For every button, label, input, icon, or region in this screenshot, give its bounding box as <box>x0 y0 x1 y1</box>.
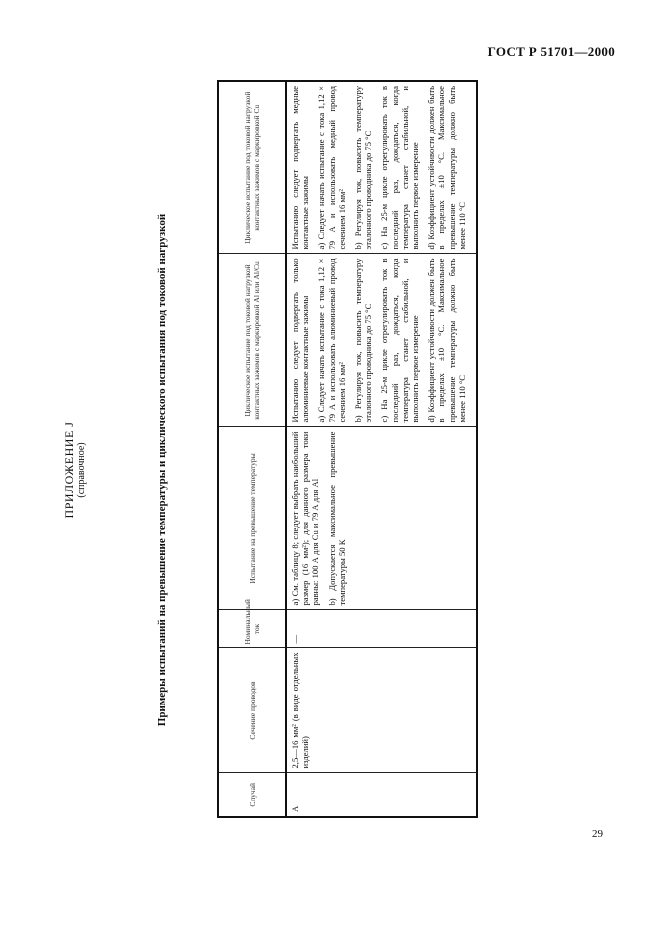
header-al-test: Циклическое испытание под токовой нагрузкой контактных зажимов с маркировкой Al или Al/Cu <box>218 254 286 427</box>
cell-temp-test <box>286 427 477 610</box>
temp-test-para: b) Допускается максимальное превышение температуры 50 К <box>326 431 347 606</box>
header-temp-test: Испытание на превышение температуры <box>218 427 286 610</box>
table-row <box>286 81 477 817</box>
header-cu-test: Циклическое испытание под токовой нагрузкой контактных зажимов с маркировкой Cu <box>218 81 286 254</box>
al-test-para: c) На 25-м цикле отрегулировать ток в последний раз, дождаться, когда температура станет стабильной, и выполнить первое измерение <box>379 258 421 423</box>
temp-test-para: a) См. таблицу 8; следует выбрать наибольший размер (16 мм²); для данного размера токи равны: 100 А для Cu и 79 А для Al <box>290 431 321 606</box>
cell-al-test <box>286 254 477 427</box>
page-number: 29 <box>592 828 603 840</box>
cell-current: — <box>286 610 477 648</box>
cu-test-para: d) Коэффициент устойчивости должен быть в пределах ±10 °С. Максимальное превышение температуры должно быть менее 110 °С <box>426 86 467 250</box>
table-header-row <box>218 81 286 817</box>
rotated-content <box>60 80 520 860</box>
cell-cu-test <box>286 81 477 254</box>
header-case: Случай <box>218 773 286 817</box>
al-test-para: b) Регулируя ток, повысить температуру эталонного проводника до 75 °С <box>353 258 374 423</box>
appendix-subtitle: (справочное) <box>76 442 87 498</box>
cu-test-para: b) Регулируя ток, повысить температуру эталонного проводника до 75 °С <box>353 86 374 250</box>
cu-test-para: c) На 25-м цикле отрегулировать ток в последний раз, дождаться, когда температура станет стабильной, и выполнить первое измерение <box>379 86 421 250</box>
al-test-para: Испытанию следует подвергать только алюминиевые контактные зажимы <box>290 258 311 423</box>
cu-test-para: a) Следует начать испытание с тока 1,12 × 79 А и использовать медный провод сечением 16 мм² <box>316 86 347 250</box>
standard-header: ГОСТ Р 51701—2000 <box>487 44 615 59</box>
cell-section: 2,5—16 мм² (в виде отдельных изделий) <box>286 648 477 773</box>
table-caption: Примеры испытаний на превышение температуры и циклического испытания под токовой нагрузкой <box>156 213 168 727</box>
header-current: Номинальный ток <box>218 610 286 648</box>
appendix-title: ПРИЛОЖЕНИЕ J <box>62 421 76 519</box>
header-section: Сечение проводов <box>218 648 286 773</box>
cu-test-para: Испытанию следует подвергать медные контактные зажимы <box>290 86 311 250</box>
cell-case: А <box>286 773 477 817</box>
al-test-para: a) Следует начать испытание с тока 1,12 × 79 А и использовать алюминиевый провод сечением 16 мм² <box>316 258 347 423</box>
al-test-para: d) Коэффициент устойчивости должен быть в пределах ±10 °С. Максимальное превышение температуры должно быть менее 110 °С <box>426 258 467 423</box>
test-table <box>217 80 478 818</box>
